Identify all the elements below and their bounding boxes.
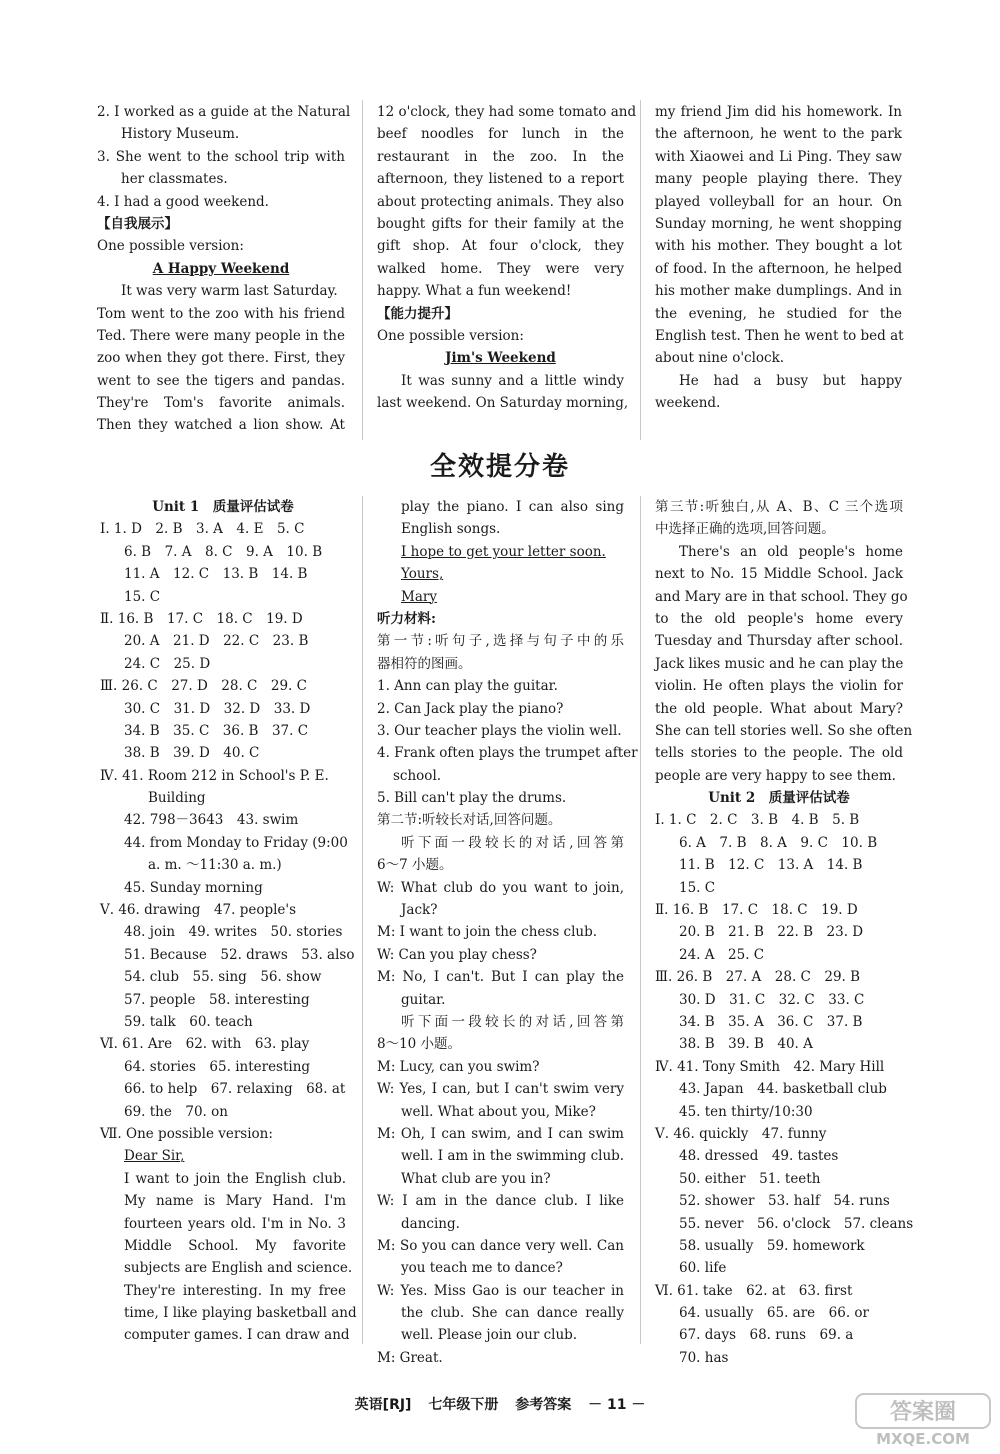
text-line: played volleyball for an hour. On — [655, 193, 902, 210]
text-line: the evening, he studied for the — [655, 305, 902, 322]
answer-line: 45. Sunday morning — [124, 879, 263, 896]
dialogue-line: well. Please join our club. — [401, 1327, 578, 1344]
answer-line: 70. has — [679, 1349, 729, 1366]
answer-line: 20. B 21. B 22. B 23. D — [679, 924, 864, 941]
column-divider — [362, 496, 363, 1344]
dialogue-line: the club. She can dance really — [401, 1305, 624, 1322]
answer-line: 59. talk 60. teach — [124, 1013, 253, 1030]
answer-line: 52. shower 53. half 54. runs — [679, 1193, 890, 1210]
answer-line: Ⅱ. 16. B 17. C 18. C 19. D — [655, 902, 858, 919]
text-line: English test. Then he went to bed at — [655, 327, 904, 344]
text-line: tells stories to the people. The old — [655, 745, 903, 762]
answer-line: 64. usually 65. are 66. or — [679, 1305, 869, 1322]
letter-line: play the piano. I can also sing — [401, 499, 624, 515]
dialogue-line: W: I am in the dance club. I like — [377, 1193, 624, 1210]
text-line: of food. In the afternoon, he helped — [655, 260, 902, 277]
dialogue-line: M: So you can dance very well. Can — [377, 1237, 624, 1254]
text-line: with his mother. They bought a lot — [655, 238, 902, 255]
text-line: She can tell stories well. So she often — [655, 722, 913, 739]
answer-line: 20. A 21. D 22. C 23. B — [124, 633, 309, 650]
answer-line: 30. C 31. D 32. D 33. D — [124, 700, 311, 717]
answer-line: 44. from Monday to Friday (9:00 — [124, 834, 348, 851]
text-line: Jack likes music and he can play the — [655, 655, 904, 672]
text-line: 3. Our teacher plays the violin well. — [377, 722, 622, 739]
letter-line: My name is Mary Hand. I'm — [124, 1193, 346, 1210]
text-line: There's an old people's home — [679, 543, 903, 560]
text-line: 2. I worked as a guide at the Natural — [97, 104, 351, 120]
answer-line: Ⅲ. 26. B 27. A 28. C 29. B — [655, 969, 861, 986]
dialogue-line: W: Yes, I can, but I can't swim very — [377, 1081, 624, 1098]
dialogue-line: W: Yes. Miss Gao is our teacher in — [377, 1282, 624, 1299]
page-number: － 11 － — [588, 1397, 646, 1413]
page-footer — [0, 1394, 1000, 1414]
answer-line: 45. ten thirty/10:30 — [679, 1103, 813, 1120]
column-divider — [640, 100, 641, 440]
answer-line: Ⅰ. 1. C 2. C 3. B 4. B 5. B — [655, 812, 860, 829]
bottom-column-3 — [655, 496, 914, 1369]
text-line: my friend Jim did his homework. In — [655, 104, 902, 120]
text-line: people are very happy to see them. — [655, 767, 896, 784]
answer-line: 60. life — [679, 1260, 727, 1277]
essay-title: Jim's Weekend — [445, 350, 556, 367]
text-line: weekend. — [655, 395, 721, 412]
answer-line: 42. 798－3643 43. swim — [124, 812, 299, 829]
answer-line: 48. dressed 49. tastes — [679, 1148, 839, 1165]
text-line: went to see the tigers and pandas. — [97, 372, 345, 389]
answer-line: 6. B 7. A 8. C 9. A 10. B — [124, 543, 323, 560]
letter-line: subjects are English and science. — [124, 1260, 353, 1277]
dialogue-line: M: No, I can't. But I can play the — [377, 969, 624, 986]
text-line: afternoon, they listened to a report — [377, 171, 624, 188]
listening-heading: 听力材料: — [377, 610, 436, 627]
text-line: 6～7 小题。 — [377, 857, 453, 874]
answer-line: Ⅱ. 16. B 17. C 18. C 19. D — [100, 610, 303, 627]
answer-line: 34. B 35. C 36. B 37. C — [124, 722, 309, 739]
answer-line: Ⅳ. 41. Room 212 in School's P. E. — [100, 767, 329, 784]
answer-line: Ⅰ. 1. D 2. B 3. A 4. E 5. C — [100, 521, 305, 538]
text-line: He had a busy but happy — [679, 372, 902, 389]
letter-line: I hope to get your letter soon. — [401, 543, 606, 560]
letter-line: time, I like playing basketball and — [124, 1305, 357, 1322]
text-line: 8～10 小题。 — [377, 1036, 462, 1053]
answer-line: Ⅶ. One possible version: — [100, 1125, 273, 1142]
dialogue-line: What club are you in? — [401, 1170, 551, 1187]
answer-line: 55. never 56. o'clock 57. cleans — [679, 1215, 914, 1232]
column-divider — [640, 496, 641, 1344]
text-line: restaurant in the zoo. In the — [377, 148, 624, 165]
column-divider — [362, 100, 363, 440]
text-line: 听下面一段较长的对话,回答第 — [401, 1013, 624, 1030]
text-line: next to No. 15 Middle School. Jack — [655, 566, 903, 583]
text-line: the old people. What about Mary? — [655, 700, 903, 717]
watermark-text: 答案圈 — [889, 1400, 957, 1425]
text-line: zoo when they got there. First, they — [97, 350, 345, 367]
answer-line: 11. A 12. C 13. B 14. B — [124, 566, 308, 583]
answer-line: 64. stories 65. interesting — [124, 1058, 311, 1075]
dialogue-line: well. What about you, Mike? — [401, 1103, 596, 1120]
text-line: 第二节:听较长对话,回答问题。 — [377, 812, 562, 829]
answer-line: 54. club 55. sing 56. show — [124, 969, 322, 986]
text-line: walked home. They were very — [377, 260, 624, 277]
answer-line: 24. C 25. D — [124, 655, 211, 672]
text-line: gift shop. At four o'clock, they — [377, 238, 624, 255]
answer-line: 6. A 7. B 8. A 9. C 10. B — [679, 834, 878, 851]
text-line: Ted. There were many people in the — [97, 327, 345, 344]
answer-line: Ⅳ. 41. Tony Smith 42. Mary Hill — [655, 1058, 885, 1075]
unit-heading: Unit 1 质量评估试卷 — [152, 499, 294, 515]
text-line: 4. Frank often plays the trumpet after — [377, 745, 638, 762]
text-line: It was very warm last Saturday. — [121, 283, 338, 300]
footer-grade: 七年级下册 — [428, 1397, 499, 1413]
dialogue-line: well. I am in the swimming club. — [401, 1148, 625, 1165]
letter-line: I want to join the English club. — [124, 1170, 346, 1187]
answer-line: 58. usually 59. homework — [679, 1237, 865, 1254]
answer-line: 15. C — [679, 879, 716, 896]
text-line: Tom went to the zoo with his friend — [97, 305, 345, 322]
text-line: 3. She went to the school trip with — [97, 148, 345, 165]
watermark-logo — [854, 1392, 992, 1448]
text-line: her classmates. — [121, 171, 228, 188]
text-line: about nine o'clock. — [655, 350, 785, 367]
text-line: 中选择正确的选项,回答问题。 — [655, 521, 835, 538]
text-line: with Xiaowei and Li Ping. They saw — [655, 148, 902, 165]
answer-line: 48. join 49. writes 50. stories — [124, 924, 343, 941]
footer-subject: 英语[RJ] — [354, 1397, 412, 1413]
dialogue-line: M: Oh, I can swim, and I can swim — [377, 1125, 624, 1142]
section-title: 全效提分卷 — [429, 452, 570, 482]
answer-line: Ⅵ. 61. Are 62. with 63. play — [100, 1036, 310, 1053]
answer-line: Ⅲ. 26. C 27. D 28. C 29. C — [100, 678, 307, 695]
answer-line: 66. to help 67. relaxing 68. at — [124, 1081, 346, 1098]
text-line: to the old people's home every — [655, 610, 903, 627]
text-line: the afternoon, he went to the park — [655, 126, 902, 143]
answer-line: Ⅴ. 46. drawing 47. people's — [100, 902, 297, 919]
answer-line: 24. A 25. C — [679, 946, 765, 963]
text-line: 1. Ann can play the guitar. — [377, 678, 558, 695]
text-line: 听下面一段较长的对话,回答第 — [401, 834, 624, 851]
dialogue-line: you teach me to dance? — [401, 1260, 563, 1277]
text-line: They're Tom's favorite animals. — [97, 395, 345, 412]
answer-line: Ⅵ. 61. take 62. at 63. first — [655, 1282, 853, 1299]
answer-line: Ⅴ. 46. quickly 47. funny — [655, 1125, 827, 1142]
watermark-url: MXQE.COM — [876, 1430, 970, 1448]
text-line: happy. What a fun weekend! — [377, 283, 572, 300]
answer-line: 11. B 12. C 13. A 14. B — [679, 857, 863, 874]
bottom-column-1 — [100, 496, 357, 1347]
bottom-column-2 — [377, 496, 638, 1369]
dialogue-line: dancing. — [401, 1215, 460, 1232]
text-line: 器相符的图画。 — [377, 655, 472, 672]
text-line: school. — [393, 767, 442, 784]
text-line: his mother make dumplings. And in — [655, 283, 902, 300]
letter-line: English songs. — [401, 521, 501, 538]
top-column-1 — [97, 101, 351, 437]
text-line: 第一节:听句子,选择与句子中的乐 — [377, 633, 624, 650]
dialogue-line: guitar. — [401, 991, 446, 1008]
section-heading: 【自我展示】 — [97, 215, 178, 232]
dialogue-line: M: Great. — [377, 1349, 443, 1366]
text-line: about protecting animals. They also — [377, 193, 624, 210]
answer-line: 38. B 39. D 40. C — [124, 745, 260, 762]
footer-label: 参考答案 — [515, 1397, 572, 1413]
letter-line: fourteen years old. I'm in No. 3 — [124, 1215, 346, 1232]
dialogue-line: W: Can you play chess? — [377, 946, 537, 963]
answer-line: 30. D 31. C 32. C 33. C — [679, 991, 865, 1008]
letter-line: Middle School. My favorite — [124, 1237, 346, 1254]
text-line: violin. He often plays the violin for — [655, 678, 903, 695]
text-line: Sunday morning, he went shopping — [655, 215, 902, 232]
text-line: History Museum. — [121, 126, 240, 143]
text-line: One possible version: — [97, 238, 244, 255]
text-line: bought gifts for their family at the — [377, 215, 624, 232]
answer-line: 67. days 68. runs 69. a — [679, 1327, 854, 1344]
answer-line: 51. Because 52. draws 53. also — [124, 946, 355, 963]
text-line: beef noodles for lunch in the — [377, 126, 624, 143]
answer-line: 34. B 35. A 36. C 37. B — [679, 1013, 863, 1030]
text-line: 第三节:听独白,从 A、B、C 三个选项 — [655, 499, 903, 515]
answer-line: Building — [148, 790, 206, 807]
answer-line: 69. the 70. on — [124, 1103, 228, 1120]
letter-closing: Yours, — [401, 566, 444, 583]
answer-line: 43. Japan 44. basketball club — [679, 1081, 887, 1098]
answer-line: a. m. ～11:30 a. m.) — [148, 857, 282, 874]
text-line: One possible version: — [377, 327, 524, 344]
answer-line: 15. C — [124, 588, 161, 605]
dialogue-line: M: I want to join the chess club. — [377, 924, 598, 941]
text-line: and Mary are in that school. They go — [655, 588, 908, 605]
letter-signature: Mary — [401, 588, 437, 605]
answer-line: 57. people 58. interesting — [124, 991, 310, 1008]
letter-salutation: Dear Sir, — [124, 1148, 185, 1165]
section-heading: 【能力提升】 — [377, 305, 458, 322]
letter-line: They're interesting. In my free — [124, 1282, 346, 1299]
dialogue-line: Jack? — [401, 902, 438, 919]
text-line: 4. I had a good weekend. — [97, 193, 269, 210]
text-line: last weekend. On Saturday morning, — [377, 395, 629, 412]
answer-line: 50. either 51. teeth — [679, 1170, 821, 1187]
text-line: Then they watched a lion show. At — [97, 417, 345, 434]
text-line: 5. Bill can't play the drums. — [377, 790, 567, 807]
dialogue-line: M: Lucy, can you swim? — [377, 1058, 540, 1075]
text-line: Tuesday and Thursday after school. — [655, 633, 903, 650]
dialogue-line: W: What club do you want to join, — [377, 879, 624, 896]
text-line: 2. Can Jack play the piano? — [377, 700, 564, 717]
text-line: 12 o'clock, they had some tomato and — [377, 104, 637, 120]
letter-line: computer games. I can draw and — [124, 1327, 350, 1344]
text-line: It was sunny and a little windy — [401, 372, 624, 389]
top-column-3 — [655, 101, 902, 414]
answer-line: 38. B 39. B 40. A — [679, 1036, 813, 1053]
unit-heading: Unit 2 质量评估试卷 — [708, 790, 850, 807]
text-line: many people playing there. They — [655, 171, 902, 188]
essay-title: A Happy Weekend — [152, 260, 290, 277]
top-column-2 — [377, 101, 637, 414]
